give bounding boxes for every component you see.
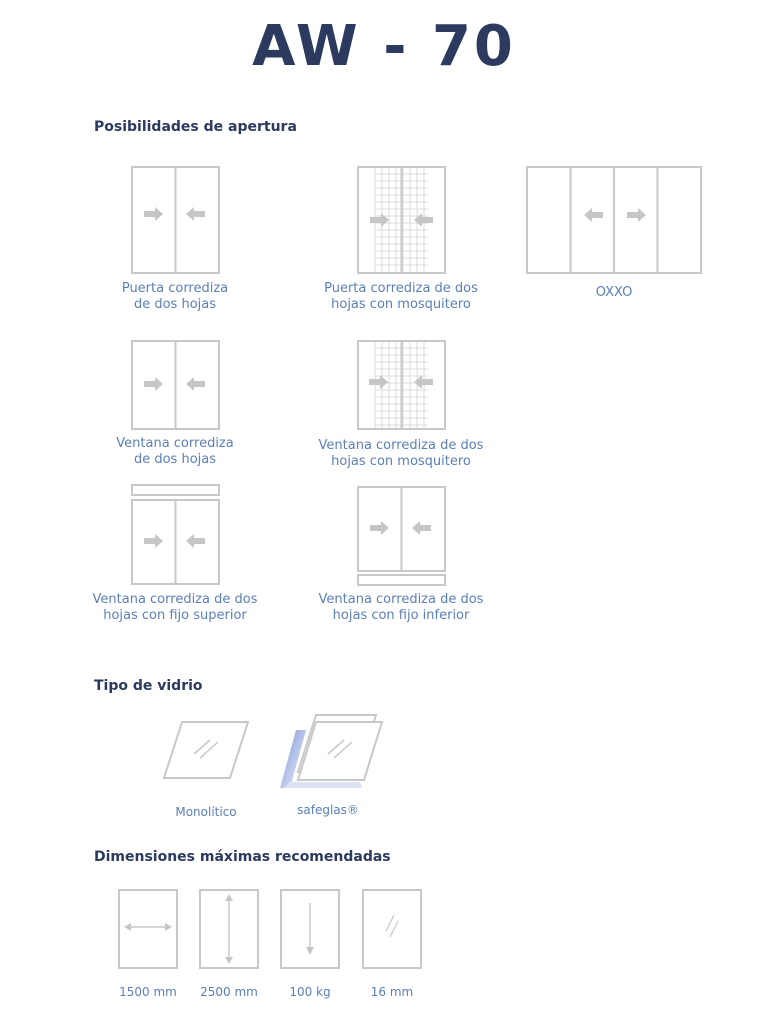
caption-fixed-top: Ventana corrediza de dos hojas con fijo superior xyxy=(92,592,258,623)
height-arrow-icon xyxy=(199,889,259,969)
sliding-window-two-leaves-icon xyxy=(131,340,220,430)
caption-oxxo: OXXO xyxy=(595,285,633,300)
dimension-thickness-label: 16 mm xyxy=(370,985,414,999)
section-title-glass: Tipo de vidrio xyxy=(94,678,203,694)
glass-thickness-icon xyxy=(362,889,422,969)
monolithic-glass-icon xyxy=(160,718,252,782)
weight-arrow-icon xyxy=(280,889,340,969)
width-arrow-icon xyxy=(118,889,178,969)
section-title-dimensions: Dimensiones máximas recomendadas xyxy=(94,849,391,865)
sliding-window-mosquito-net-icon xyxy=(357,340,446,430)
caption-sliding-window-mosquito: Ventana corrediza de dos hojas con mosquitero xyxy=(318,438,484,469)
dimension-weight-label: 100 kg xyxy=(289,985,331,999)
sliding-window-fixed-top-icon xyxy=(131,484,220,586)
sliding-window-fixed-bottom-icon xyxy=(357,486,446,588)
caption-sliding-window: Ventana corrediza de dos hojas xyxy=(116,436,234,467)
section-title-opening: Posibilidades de apertura xyxy=(94,119,297,135)
oxxo-four-panel-icon xyxy=(526,166,702,274)
dimension-width-label: 1500 mm xyxy=(119,985,177,999)
page-title: AW - 70 xyxy=(252,14,516,79)
caption-fixed-bottom: Ventana corrediza de dos hojas con fijo inferior xyxy=(318,592,484,623)
dimension-height-label: 2500 mm xyxy=(200,985,258,999)
caption-safeglas: safeglas® xyxy=(297,803,359,817)
caption-monolithic: Monolítico xyxy=(175,805,237,819)
sliding-door-mosquito-net-icon xyxy=(357,166,446,274)
caption-sliding-door: Puerta corrediza de dos hojas xyxy=(121,281,229,312)
laminated-glass-icon xyxy=(278,712,388,792)
caption-sliding-door-mosquito: Puerta corrediza de dos hojas con mosquitero xyxy=(324,281,478,312)
sliding-door-two-leaves-icon xyxy=(131,166,220,274)
